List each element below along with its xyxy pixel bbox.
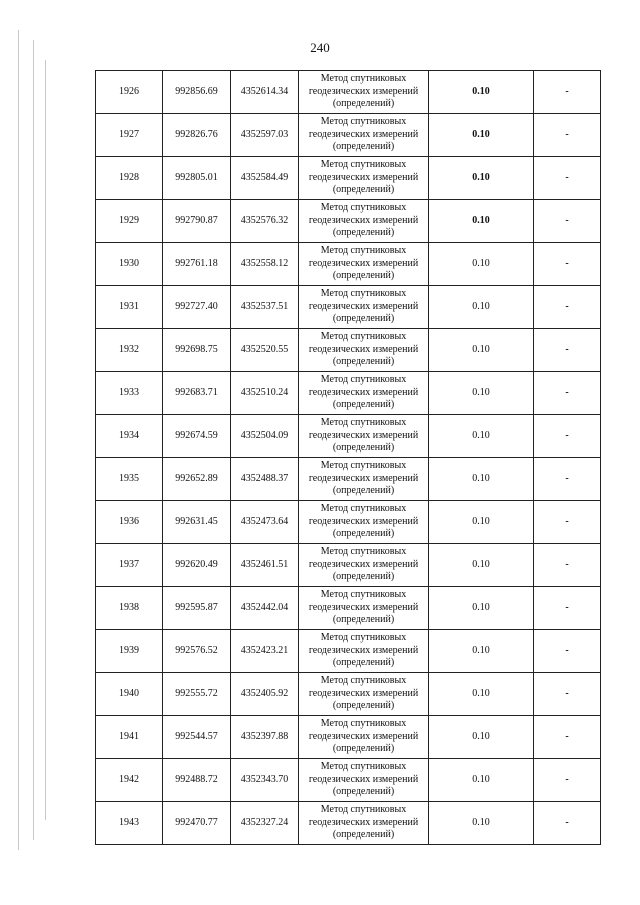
method-line: (определений)	[332, 786, 395, 798]
method-line: (определений)	[332, 313, 395, 325]
point-number-cell: 1939	[96, 630, 163, 673]
point-number-cell: 1938	[96, 587, 163, 630]
table-row	[96, 243, 601, 286]
method-line: геодезических измерений	[308, 171, 419, 183]
accuracy-cell: 0.10	[429, 200, 534, 243]
method-cell	[299, 71, 429, 114]
x-coordinate-cell: 992805.01	[163, 157, 231, 200]
method-cell	[299, 673, 429, 716]
method-cell	[299, 243, 429, 286]
y-coordinate-cell: 4352576.32	[231, 200, 299, 243]
accuracy-cell: 0.10	[429, 501, 534, 544]
method-line: Метод спутниковых	[320, 374, 407, 386]
x-coordinate-cell: 992652.89	[163, 458, 231, 501]
method-line: Метод спутниковых	[320, 288, 407, 300]
method-line: (определений)	[332, 614, 395, 626]
method-cell	[299, 372, 429, 415]
table-row	[96, 673, 601, 716]
method-cell	[299, 501, 429, 544]
accuracy-cell: 0.10	[429, 544, 534, 587]
method-line: геодезических измерений	[308, 386, 419, 398]
point-number-cell: 1930	[96, 243, 163, 286]
point-number-cell: 1940	[96, 673, 163, 716]
table-row	[96, 759, 601, 802]
method-cell	[299, 802, 429, 845]
method-cell	[299, 200, 429, 243]
point-number-cell: 1934	[96, 415, 163, 458]
y-coordinate-cell: 4352558.12	[231, 243, 299, 286]
point-number-cell: 1941	[96, 716, 163, 759]
note-cell: -	[534, 415, 601, 458]
method-line: Метод спутниковых	[320, 202, 407, 214]
accuracy-cell: 0.10	[429, 157, 534, 200]
accuracy-cell: 0.10	[429, 243, 534, 286]
scan-artifact-left-2	[33, 40, 34, 840]
table-row	[96, 157, 601, 200]
table-row	[96, 372, 601, 415]
x-coordinate-cell: 992620.49	[163, 544, 231, 587]
note-cell: -	[534, 157, 601, 200]
accuracy-cell: 0.10	[429, 458, 534, 501]
method-line: (определений)	[332, 141, 395, 153]
table-row	[96, 200, 601, 243]
y-coordinate-cell: 4352520.55	[231, 329, 299, 372]
point-number-cell: 1942	[96, 759, 163, 802]
page-number: 240	[310, 40, 330, 55]
method-line: геодезических измерений	[308, 214, 419, 226]
y-coordinate-cell: 4352461.51	[231, 544, 299, 587]
accuracy-cell: 0.10	[429, 587, 534, 630]
method-line: Метод спутниковых	[320, 718, 407, 730]
method-line: геодезических измерений	[308, 343, 419, 355]
method-line: Метод спутниковых	[320, 417, 407, 429]
y-coordinate-cell: 4352473.64	[231, 501, 299, 544]
accuracy-cell: 0.10	[429, 802, 534, 845]
x-coordinate-cell: 992727.40	[163, 286, 231, 329]
method-cell	[299, 114, 429, 157]
table-row	[96, 630, 601, 673]
point-number-cell: 1937	[96, 544, 163, 587]
note-cell: -	[534, 673, 601, 716]
method-line: (определений)	[332, 657, 395, 669]
note-cell: -	[534, 716, 601, 759]
point-number-cell: 1927	[96, 114, 163, 157]
x-coordinate-cell: 992595.87	[163, 587, 231, 630]
method-line: Метод спутниковых	[320, 804, 407, 816]
method-line: геодезических измерений	[308, 472, 419, 484]
x-coordinate-cell: 992698.75	[163, 329, 231, 372]
method-line: (определений)	[332, 485, 395, 497]
table-row	[96, 114, 601, 157]
note-cell: -	[534, 286, 601, 329]
method-cell	[299, 286, 429, 329]
x-coordinate-cell: 992826.76	[163, 114, 231, 157]
point-number-cell: 1933	[96, 372, 163, 415]
method-line: геодезических измерений	[308, 300, 419, 312]
method-line: (определений)	[332, 399, 395, 411]
method-line: (определений)	[332, 356, 395, 368]
accuracy-cell: 0.10	[429, 759, 534, 802]
method-line: геодезических измерений	[308, 773, 419, 785]
table-row	[96, 415, 601, 458]
method-line: (определений)	[332, 442, 395, 454]
table-row	[96, 71, 601, 114]
x-coordinate-cell: 992631.45	[163, 501, 231, 544]
y-coordinate-cell: 4352504.09	[231, 415, 299, 458]
y-coordinate-cell: 4352488.37	[231, 458, 299, 501]
accuracy-cell: 0.10	[429, 630, 534, 673]
accuracy-cell: 0.10	[429, 286, 534, 329]
table-row	[96, 716, 601, 759]
method-line: (определений)	[332, 743, 395, 755]
note-cell: -	[534, 587, 601, 630]
y-coordinate-cell: 4352614.34	[231, 71, 299, 114]
y-coordinate-cell: 4352510.24	[231, 372, 299, 415]
x-coordinate-cell: 992674.59	[163, 415, 231, 458]
method-line: (определений)	[332, 571, 395, 583]
note-cell: -	[534, 501, 601, 544]
method-cell	[299, 716, 429, 759]
x-coordinate-cell: 992856.69	[163, 71, 231, 114]
y-coordinate-cell: 4352584.49	[231, 157, 299, 200]
method-line: Метод спутниковых	[320, 116, 407, 128]
method-line: (определений)	[332, 829, 395, 841]
note-cell: -	[534, 372, 601, 415]
method-line: геодезических измерений	[308, 85, 419, 97]
method-line: геодезических измерений	[308, 644, 419, 656]
method-line: геодезических измерений	[308, 515, 419, 527]
coordinates-table-body	[96, 71, 601, 845]
scan-artifact-left-1	[18, 30, 19, 850]
x-coordinate-cell: 992683.71	[163, 372, 231, 415]
accuracy-cell: 0.10	[429, 71, 534, 114]
method-line: Метод спутниковых	[320, 675, 407, 687]
method-cell	[299, 329, 429, 372]
method-line: Метод спутниковых	[320, 546, 407, 558]
method-line: геодезических измерений	[308, 558, 419, 570]
method-cell	[299, 544, 429, 587]
table-row	[96, 458, 601, 501]
table-row	[96, 286, 601, 329]
note-cell: -	[534, 71, 601, 114]
x-coordinate-cell: 992790.87	[163, 200, 231, 243]
note-cell: -	[534, 802, 601, 845]
y-coordinate-cell: 4352397.88	[231, 716, 299, 759]
method-line: Метод спутниковых	[320, 73, 407, 85]
method-line: (определений)	[332, 270, 395, 282]
note-cell: -	[534, 329, 601, 372]
point-number-cell: 1936	[96, 501, 163, 544]
point-number-cell: 1932	[96, 329, 163, 372]
accuracy-cell: 0.10	[429, 673, 534, 716]
method-cell	[299, 415, 429, 458]
accuracy-cell: 0.10	[429, 329, 534, 372]
accuracy-cell: 0.10	[429, 372, 534, 415]
method-cell	[299, 458, 429, 501]
accuracy-cell: 0.10	[429, 114, 534, 157]
table-row	[96, 544, 601, 587]
x-coordinate-cell: 992576.52	[163, 630, 231, 673]
accuracy-cell: 0.10	[429, 415, 534, 458]
y-coordinate-cell: 4352442.04	[231, 587, 299, 630]
y-coordinate-cell: 4352537.51	[231, 286, 299, 329]
table-row	[96, 802, 601, 845]
table-row	[96, 501, 601, 544]
method-line: Метод спутниковых	[320, 632, 407, 644]
method-cell	[299, 759, 429, 802]
x-coordinate-cell: 992544.57	[163, 716, 231, 759]
y-coordinate-cell: 4352405.92	[231, 673, 299, 716]
method-line: геодезических измерений	[308, 128, 419, 140]
point-number-cell: 1926	[96, 71, 163, 114]
x-coordinate-cell: 992488.72	[163, 759, 231, 802]
point-number-cell: 1928	[96, 157, 163, 200]
y-coordinate-cell: 4352327.24	[231, 802, 299, 845]
point-number-cell: 1935	[96, 458, 163, 501]
method-line: Метод спутниковых	[320, 331, 407, 343]
method-line: Метод спутниковых	[320, 245, 407, 257]
table-row	[96, 587, 601, 630]
y-coordinate-cell: 4352343.70	[231, 759, 299, 802]
method-line: геодезических измерений	[308, 601, 419, 613]
note-cell: -	[534, 630, 601, 673]
point-number-cell: 1943	[96, 802, 163, 845]
x-coordinate-cell: 992761.18	[163, 243, 231, 286]
y-coordinate-cell: 4352597.03	[231, 114, 299, 157]
note-cell: -	[534, 458, 601, 501]
table-row	[96, 329, 601, 372]
y-coordinate-cell: 4352423.21	[231, 630, 299, 673]
method-line: (определений)	[332, 227, 395, 239]
method-line: Метод спутниковых	[320, 460, 407, 472]
note-cell: -	[534, 544, 601, 587]
method-line: Метод спутниковых	[320, 159, 407, 171]
x-coordinate-cell: 992470.77	[163, 802, 231, 845]
method-line: (определений)	[332, 184, 395, 196]
note-cell: -	[534, 759, 601, 802]
note-cell: -	[534, 200, 601, 243]
point-number-cell: 1929	[96, 200, 163, 243]
accuracy-cell: 0.10	[429, 716, 534, 759]
scan-artifact-left-3	[45, 60, 46, 820]
x-coordinate-cell: 992555.72	[163, 673, 231, 716]
coordinates-table	[95, 70, 601, 845]
method-line: Метод спутниковых	[320, 503, 407, 515]
method-line: геодезических измерений	[308, 429, 419, 441]
point-number-cell: 1931	[96, 286, 163, 329]
method-cell	[299, 587, 429, 630]
method-line: Метод спутниковых	[320, 589, 407, 601]
method-line: (определений)	[332, 528, 395, 540]
note-cell: -	[534, 243, 601, 286]
method-line: Метод спутниковых	[320, 761, 407, 773]
method-line: геодезических измерений	[308, 257, 419, 269]
method-line: геодезических измерений	[308, 816, 419, 828]
method-cell	[299, 157, 429, 200]
method-line: геодезических измерений	[308, 687, 419, 699]
method-line: (определений)	[332, 98, 395, 110]
note-cell: -	[534, 114, 601, 157]
method-line: геодезических измерений	[308, 730, 419, 742]
method-cell	[299, 630, 429, 673]
method-line: (определений)	[332, 700, 395, 712]
